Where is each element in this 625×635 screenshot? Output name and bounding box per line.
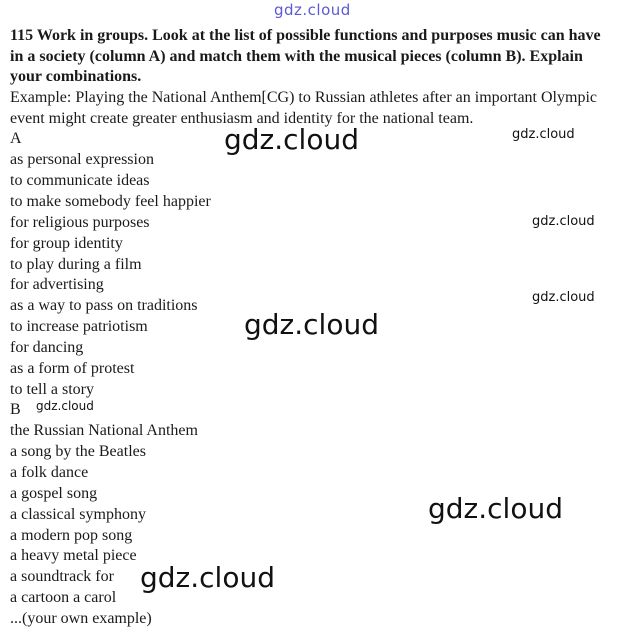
watermark: gdz.cloud xyxy=(140,561,275,594)
watermark: gdz.cloud xyxy=(428,492,563,525)
list-item: a gospel song xyxy=(10,484,98,502)
list-item: as a way to pass on traditions xyxy=(10,297,198,315)
list-item: a song by the Beatles xyxy=(10,443,146,461)
list-item: a modern pop song xyxy=(10,526,133,544)
exercise-heading: 115 Work in groups. Look at the list of possible functions and purposes music can have in a society (column A) and match them with the musical pieces (column B). Explain your combinations. xyxy=(10,27,601,86)
watermark: gdz.cloud xyxy=(36,399,94,413)
column-b-label: B xyxy=(10,401,21,419)
watermark: gdz.cloud xyxy=(532,214,595,229)
list-item: ...(your own example) xyxy=(10,609,152,627)
list-item: to communicate ideas xyxy=(10,172,150,190)
list-item: for dancing xyxy=(10,338,84,356)
column-b-list xyxy=(10,421,615,629)
watermark: gdz.cloud xyxy=(224,123,359,156)
watermark: gdz.cloud xyxy=(532,290,595,305)
column-a-label: A xyxy=(10,130,22,148)
list-item: as a form of protest xyxy=(10,359,135,377)
list-item: to make somebody feel happier xyxy=(10,193,211,210)
list-item: as personal expression xyxy=(10,151,154,169)
list-item: a cartoon a carol xyxy=(10,589,117,607)
list-item: for group identity xyxy=(10,234,123,252)
list-item: for advertising xyxy=(10,276,104,294)
list-item: a soundtrack for xyxy=(10,568,114,586)
watermark: gdz.cloud xyxy=(512,127,575,142)
watermark: gdz.cloud xyxy=(274,1,351,19)
list-item: a folk dance xyxy=(10,463,89,481)
list-item: for religious purposes xyxy=(10,213,150,231)
list-item: the Russian National Anthem xyxy=(10,422,198,440)
list-item: a classical symphony xyxy=(10,505,146,523)
example-text: Example: Playing the National Anthem[CG) to Russian athletes after an important Olympic event might create greater enthusiasm and identity for the national team. xyxy=(10,88,597,127)
column-a-list xyxy=(10,150,615,400)
list-item: a heavy metal piece xyxy=(10,547,137,565)
watermark: gdz.cloud xyxy=(244,308,379,341)
list-item: to increase patriotism xyxy=(10,318,148,336)
list-item: to play during a film xyxy=(10,255,142,273)
list-item: to tell a story xyxy=(10,380,94,398)
